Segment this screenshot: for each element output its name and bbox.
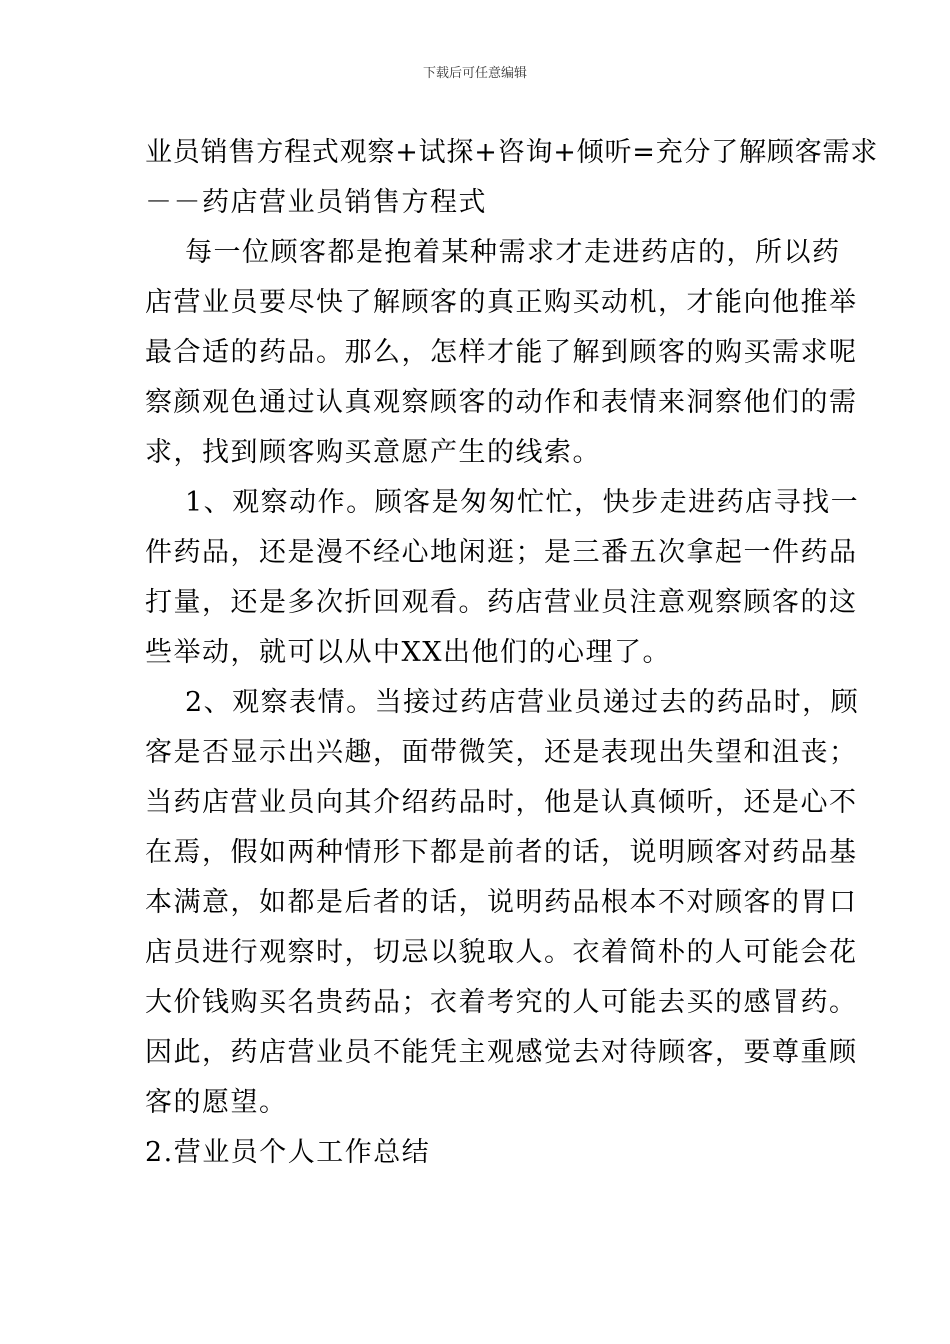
- text-line: 最合适的药品。那么，怎样才能了解到顾客的购买需求呢: [145, 337, 858, 368]
- text-line: 因此，药店营业员不能凭主观感觉去对待顾客，要尊重顾: [145, 1037, 858, 1068]
- text-line: 店营业员要尽快了解顾客的真正购买动机，才能向他推举: [145, 287, 858, 318]
- text-line: 打量，还是多次折回观看。药店营业员注意观察顾客的这: [145, 587, 858, 618]
- text-line: 2、观察表情。当接过药店营业员递过去的药品时，顾: [185, 687, 860, 718]
- text-line: 在焉，假如两种情形下都是前者的话，说明顾客对药品基: [145, 837, 858, 868]
- text-line: －－药店营业员销售方程式: [145, 187, 487, 218]
- text-line: 件药品，还是漫不经心地闲逛；是三番五次拿起一件药品: [145, 537, 858, 568]
- text-line: 客是否显示出兴趣，面带微笑，还是表现出失望和沮丧；: [145, 737, 858, 768]
- text-line: 些举动，就可以从中XX出他们的心理了。: [145, 637, 671, 668]
- page-header: 下载后可任意编辑: [422, 66, 527, 81]
- text-line: 察颜观色通过认真观察顾客的动作和表情来洞察他们的需: [145, 387, 858, 418]
- text-line: 大价钱购买名贵药品；衣着考究的人可能去买的感冒药。: [145, 987, 858, 1018]
- text-line: 每一位顾客都是抱着某种需求才走进药店的，所以药: [185, 237, 841, 268]
- text-line: 当药店营业员向其介绍药品时，他是认真倾听，还是心不: [145, 787, 858, 818]
- text-line: 店员进行观察时，切忌以貌取人。衣着简朴的人可能会花: [145, 937, 858, 968]
- text-line: 1、观察动作。顾客是匆匆忙忙，快步走进药店寻找一: [185, 487, 860, 518]
- section-heading: 2.营业员个人工作总结: [145, 1137, 431, 1168]
- text-line: 业员销售方程式观察+试探+咨询+倾听=充分了解顾客需求: [145, 137, 879, 168]
- text-line: 本满意，如都是后者的话，说明药品根本不对顾客的胃口: [145, 887, 858, 918]
- text-line: 求，找到顾客购买意愿产生的线索。: [145, 437, 601, 468]
- document-body: [145, 128, 879, 1178]
- text-line: 客的愿望。: [145, 1087, 288, 1118]
